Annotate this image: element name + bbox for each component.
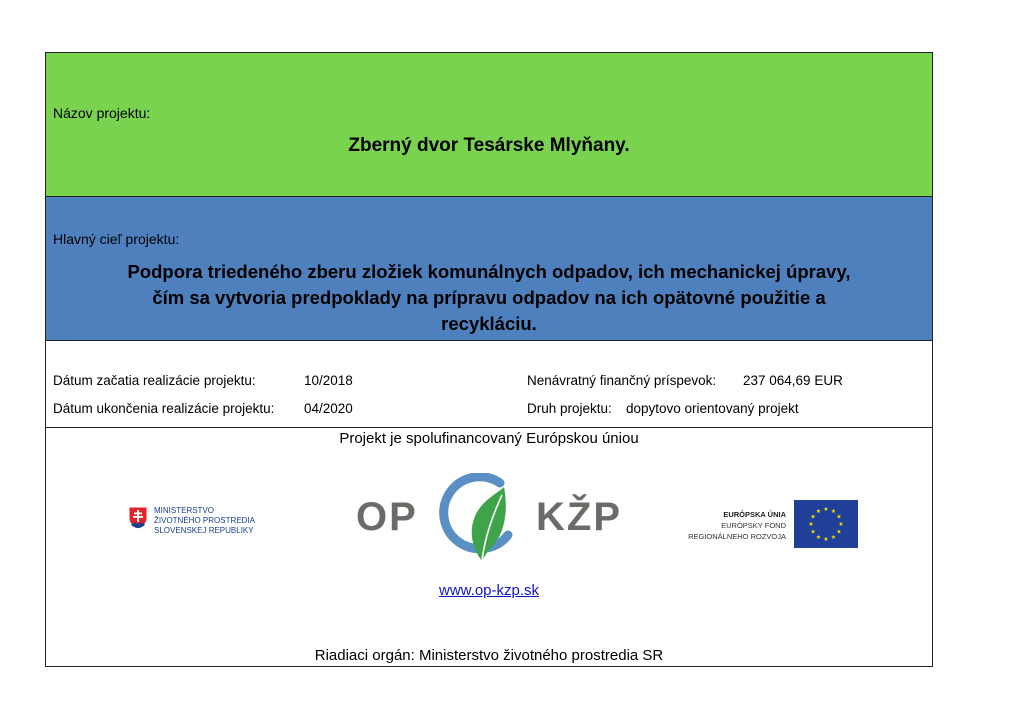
eu-star-icon: ★ xyxy=(830,508,837,516)
project-details-section xyxy=(46,341,932,428)
eu-star-icon: ★ xyxy=(810,528,816,536)
project-name-label: Názov projektu: xyxy=(53,105,151,121)
eu-star-icon: ★ xyxy=(810,513,816,521)
funding-section xyxy=(46,428,932,666)
kzp-text: KŽP xyxy=(536,495,622,539)
op-text: OP xyxy=(356,495,418,539)
end-date-label: Dátum ukončenia realizácie projektu: xyxy=(53,401,275,416)
slovak-coat-of-arms-icon xyxy=(128,506,148,530)
eu-star-icon: ★ xyxy=(836,513,842,521)
website-link[interactable]: www.op-kzp.sk xyxy=(438,582,540,599)
ministry-line: MINISTERSTVO xyxy=(154,506,215,515)
project-type-value: dopytovo orientovaný projekt xyxy=(626,401,799,416)
project-goal-line: čím sa vytvoria predpoklady na prípravu odpadov na ich opätovné použitie a xyxy=(152,287,826,308)
ministry-line: ŽIVOTNÉHO PROSTREDIA xyxy=(154,516,255,525)
eu-star-icon: ★ xyxy=(838,521,844,528)
project-billboard xyxy=(45,52,933,667)
project-goal-section xyxy=(46,197,932,341)
project-name-section xyxy=(46,53,932,197)
website xyxy=(46,582,932,599)
ministry-line: SLOVENSKEJ REPUBLIKY xyxy=(154,526,254,535)
eu-line: EURÓPSKY FOND xyxy=(721,521,786,530)
eu-star-icon: ★ xyxy=(823,536,829,543)
ministry-text xyxy=(154,506,294,536)
project-goal xyxy=(56,259,922,337)
eu-union-title: EURÓPSKA ÚNIA xyxy=(723,510,786,519)
project-type-label: Druh projektu: xyxy=(527,401,612,416)
leaf-ring-icon xyxy=(438,473,522,565)
eu-line xyxy=(676,509,786,520)
grant-label: Nenávratný finančný príspevok: xyxy=(527,373,717,388)
project-goal-line: recykláciu. xyxy=(441,313,537,334)
project-goal-line: Podpora triedeného zberu zložiek komunálnych odpadov, ich mechanickej úpravy, xyxy=(127,261,851,282)
eu-star-icon: ★ xyxy=(808,521,814,528)
project-goal-label: Hlavný cieľ projektu: xyxy=(53,231,180,247)
eu-star-icon: ★ xyxy=(830,533,837,541)
eu-line: REGIONÁLNEHO ROZVOJA xyxy=(688,532,786,541)
eu-fund-text xyxy=(676,509,786,542)
eu-star-icon: ★ xyxy=(815,508,822,516)
end-date-value: 04/2020 xyxy=(304,401,353,416)
cofinanced-note: Projekt je spolufinancovaný Európskou úniou xyxy=(339,430,639,447)
eu-star-icon: ★ xyxy=(836,528,842,536)
eu-flag-icon xyxy=(794,500,858,548)
eu-star-icon: ★ xyxy=(823,506,829,513)
managing-authority: Riadiaci orgán: Ministerstvo životného prostredia SR xyxy=(314,647,664,664)
start-date-value: 10/2018 xyxy=(304,373,353,388)
start-date-label: Dátum začatia realizácie projektu: xyxy=(53,373,256,388)
grant-value: 237 064,69 EUR xyxy=(743,373,843,388)
project-name: Zberný dvor Tesárske Mlyňany. xyxy=(348,135,630,156)
eu-star-icon: ★ xyxy=(815,533,822,541)
